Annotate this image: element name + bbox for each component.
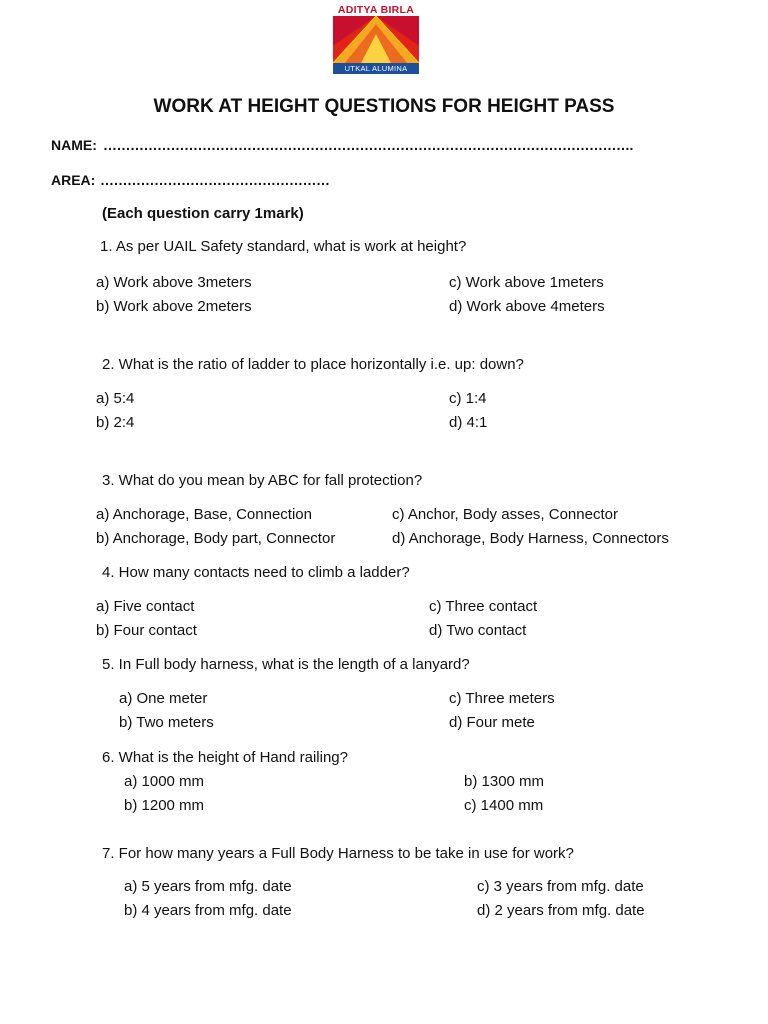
q1-option-b[interactable]: b) Work above 2meters (96, 298, 252, 315)
page-title: WORK AT HEIGHT QUESTIONS FOR HEIGHT PASS (153, 96, 615, 117)
area-field[interactable]: …………………………………………… (100, 172, 330, 188)
q4-option-d[interactable]: d) Two contact (429, 622, 527, 639)
q3-option-d[interactable]: d) Anchorage, Body Harness, Connectors (392, 530, 669, 547)
q6-option-a[interactable]: a) 1000 mm (124, 773, 205, 790)
q2-option-c[interactable]: c) 1:4 (449, 390, 487, 407)
q3-option-c[interactable]: c) Anchor, Body asses, Connector (392, 506, 618, 523)
q2-option-a[interactable]: a) 5:4 (96, 390, 135, 407)
logo-unit-text: UTKAL ALUMINA (333, 63, 419, 74)
question-4: 4. How many contacts need to climb a ladder? (102, 564, 410, 581)
q2-option-d[interactable]: d) 4:1 (449, 414, 488, 431)
question-7: 7. For how many years a Full Body Harness to be take in use for work? (102, 845, 574, 862)
marks-note: (Each question carry 1mark) (102, 205, 304, 222)
question-2: 2. What is the ratio of ladder to place horizontally i.e. up: down? (102, 356, 524, 373)
question-5: 5. In Full body harness, what is the length of a lanyard? (102, 656, 470, 673)
question-3: 3. What do you mean by ABC for fall protection? (102, 472, 423, 489)
q2-option-b[interactable]: b) 2:4 (96, 414, 135, 431)
logo-emblem-icon (333, 16, 419, 63)
q3-option-b[interactable]: b) Anchorage, Body part, Connector (96, 530, 336, 547)
q6-option-b[interactable]: b) 1200 mm (124, 797, 205, 814)
q1-option-d[interactable]: d) Work above 4meters (449, 298, 605, 315)
question-1: 1. As per UAIL Safety standard, what is work at height? (100, 238, 467, 255)
q7-option-c[interactable]: c) 3 years from mfg. date (477, 878, 644, 895)
q4-option-b[interactable]: b) Four contact (96, 622, 197, 639)
q1-option-a[interactable]: a) Work above 3meters (96, 274, 252, 291)
aditya-birla-logo (331, 4, 421, 74)
q4-option-c[interactable]: c) Three contact (429, 598, 538, 615)
q5-option-b[interactable]: b) Two meters (119, 714, 214, 731)
area-label: AREA: (51, 172, 96, 188)
logo-brand-text: ADITYA BIRLA (337, 4, 415, 16)
name-field[interactable]: ………………………………………………………………………………………………………. (103, 137, 633, 153)
q5-option-c[interactable]: c) Three meters (449, 690, 555, 707)
q6-option-c[interactable]: b) 1300 mm (464, 773, 545, 790)
name-label: NAME: (51, 137, 97, 153)
q6-option-d[interactable]: c) 1400 mm (464, 797, 544, 814)
q3-option-a[interactable]: a) Anchorage, Base, Connection (96, 506, 312, 523)
q5-option-a[interactable]: a) One meter (119, 690, 208, 707)
q5-option-d[interactable]: d) Four mete (449, 714, 535, 731)
q1-option-c[interactable]: c) Work above 1meters (449, 274, 604, 291)
q7-option-b[interactable]: b) 4 years from mfg. date (124, 902, 292, 919)
question-6: 6. What is the height of Hand railing? (102, 749, 348, 766)
q7-option-d[interactable]: d) 2 years from mfg. date (477, 902, 645, 919)
q4-option-a[interactable]: a) Five contact (96, 598, 195, 615)
q7-option-a[interactable]: a) 5 years from mfg. date (124, 878, 292, 895)
